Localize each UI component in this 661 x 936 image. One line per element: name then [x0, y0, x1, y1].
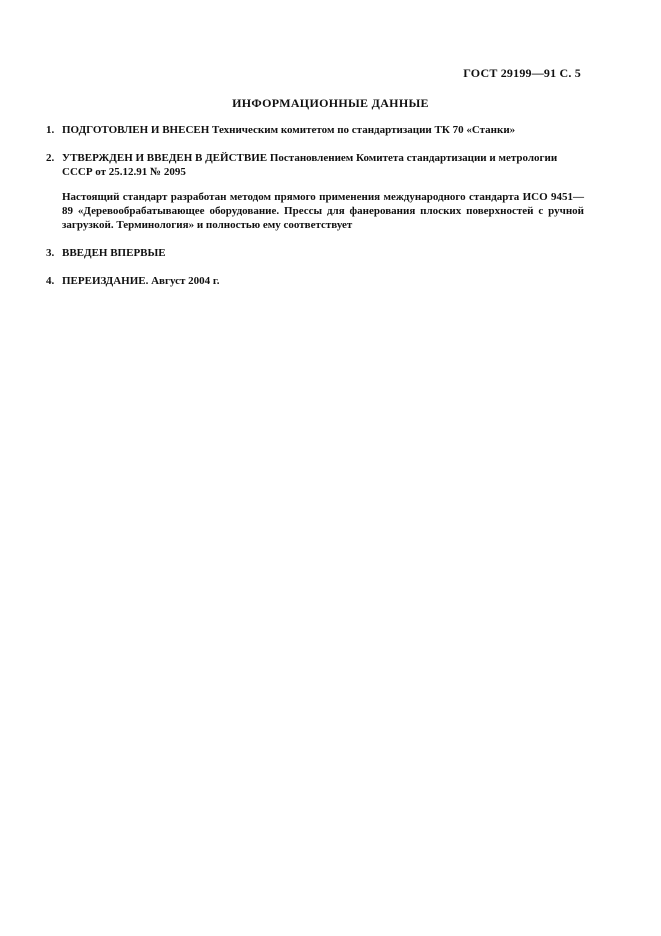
item-number: 3. [46, 247, 55, 259]
item-text [62, 246, 584, 260]
item-caps: ВВЕДЕН ВПЕРВЫЕ [62, 247, 166, 259]
item-number: 4. [46, 275, 55, 287]
info-item-prepared [46, 123, 584, 137]
item-text [62, 274, 584, 288]
info-item-approved [46, 151, 584, 179]
info-item-introduced [46, 246, 584, 260]
item-text [62, 123, 584, 137]
section-title: ИНФОРМАЦИОННЫЕ ДАННЫЕ [232, 96, 429, 110]
item-number: 1. [46, 124, 55, 136]
item-caps: УТВЕРЖДЕН И ВВЕДЕН В ДЕЙСТВИЕ [62, 152, 268, 164]
info-content [46, 123, 584, 288]
item-caps: ПОДГОТОВЛЕН И ВНЕСЕН [62, 124, 210, 136]
info-item-reissue [46, 274, 584, 288]
item-caps: ПЕРЕИЗДАНИЕ. [62, 275, 149, 287]
item-rest: Август 2004 г. [148, 275, 220, 287]
item-number: 2. [46, 152, 55, 164]
item-rest: Техническим комитетом по стандартизации ТК 70 «Станки» [209, 124, 516, 136]
item-rest: Постановлением Комитета стандартизации и метрологии СССР от 25.12.91 № 2095 [62, 152, 558, 178]
standard-page-reference: ГОСТ 29199—91 С. 5 [463, 66, 581, 80]
iso-correspondence-note: Настоящий стандарт разработан методом прямого применения международного стандарта ИСО 9451—89 «Деревообрабатывающее оборудование. Прессы для фанерования плоских поверхностей с ручной загрузкой. Терминология» и полностью ему соответствует [62, 191, 584, 231]
item-text [62, 151, 584, 179]
